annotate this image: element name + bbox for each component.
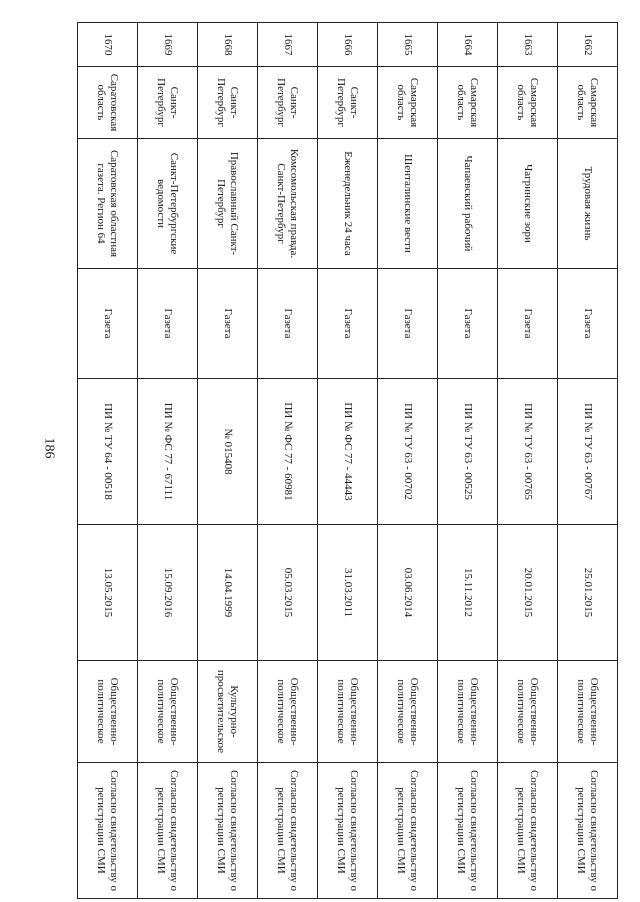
registration-number-cell: ПИ № ТУ 63 - 00525	[438, 379, 498, 525]
distribution-territory-cell: Согласно свидетельству о регистрации СМИ	[318, 763, 378, 899]
registration-number-cell: № 015408	[198, 379, 258, 525]
page-number: 186	[41, 437, 57, 459]
table-row	[438, 23, 498, 899]
media-type-cell: Газета	[198, 269, 258, 379]
table-row	[378, 23, 438, 899]
specialization-cell: Общественно-политическое	[498, 661, 558, 763]
media-type-cell: Газета	[378, 269, 438, 379]
distribution-territory-cell: Согласно свидетельству о регистрации СМИ	[198, 763, 258, 899]
region-cell: Самарская область	[438, 67, 498, 139]
distribution-territory-cell: Согласно свидетельству о регистрации СМИ	[438, 763, 498, 899]
media-type-cell: Газета	[318, 269, 378, 379]
media-name-cell: Шенталинские вести	[378, 139, 438, 269]
media-type-cell: Газета	[78, 269, 138, 379]
registration-date-cell: 20.01.2015	[498, 525, 558, 661]
row-number-cell: 1666	[318, 23, 378, 67]
media-name-cell: Саратовская областная газета. Регион 64	[78, 139, 138, 269]
media-name-cell: Еженедельник 24 часа	[318, 139, 378, 269]
registration-number-cell: ПИ № ФС 77 - 67111	[138, 379, 198, 525]
specialization-cell: Общественно-политическое	[138, 661, 198, 763]
rotated-table-wrapper	[77, 22, 618, 898]
registration-date-cell: 14.04.1999	[198, 525, 258, 661]
table-body	[78, 23, 618, 899]
distribution-territory-cell: Согласно свидетельству о регистрации СМИ	[378, 763, 438, 899]
distribution-territory-cell: Согласно свидетельству о регистрации СМИ	[258, 763, 318, 899]
region-cell: Санкт-Петербург	[258, 67, 318, 139]
specialization-cell: Общественно-политическое	[438, 661, 498, 763]
media-name-cell: Чапаевский рабочий	[438, 139, 498, 269]
specialization-cell: Общественно-политическое	[258, 661, 318, 763]
distribution-territory-cell: Согласно свидетельству о регистрации СМИ	[78, 763, 138, 899]
table-row	[78, 23, 138, 899]
table-row	[258, 23, 318, 899]
registration-number-cell: ПИ № ТУ 63 - 00767	[558, 379, 618, 525]
specialization-cell: Общественно-политическое	[378, 661, 438, 763]
table-row	[498, 23, 558, 899]
media-type-cell: Газета	[258, 269, 318, 379]
row-number-cell: 1668	[198, 23, 258, 67]
media-registry-table	[77, 22, 618, 899]
row-number-cell: 1663	[498, 23, 558, 67]
media-type-cell: Газета	[558, 269, 618, 379]
media-type-cell: Газета	[138, 269, 198, 379]
specialization-cell: Общественно-политическое	[558, 661, 618, 763]
registration-date-cell: 31.03.2011	[318, 525, 378, 661]
region-cell: Самарская область	[498, 67, 558, 139]
media-name-cell: Санкт-Петербургские ведомости	[138, 139, 198, 269]
distribution-territory-cell: Согласно свидетельству о регистрации СМИ	[138, 763, 198, 899]
registration-number-cell: ПИ № ТУ 63 - 00702	[378, 379, 438, 525]
media-name-cell: Чагринские зори	[498, 139, 558, 269]
registration-number-cell: ПИ № ФС 77 - 44443	[318, 379, 378, 525]
media-type-cell: Газета	[498, 269, 558, 379]
registration-date-cell: 25.01.2015	[558, 525, 618, 661]
registration-number-cell: ПИ № ТУ 64 - 00518	[78, 379, 138, 525]
region-cell: Саратовская область	[78, 67, 138, 139]
table-row	[198, 23, 258, 899]
distribution-territory-cell: Согласно свидетельству о регистрации СМИ	[558, 763, 618, 899]
table-row	[138, 23, 198, 899]
registration-date-cell: 03.06.2014	[378, 525, 438, 661]
registration-date-cell: 15.09.2016	[138, 525, 198, 661]
media-type-cell: Газета	[438, 269, 498, 379]
table-row	[318, 23, 378, 899]
region-cell: Самарская область	[558, 67, 618, 139]
row-number-cell: 1662	[558, 23, 618, 67]
region-cell: Санкт-Петербург	[138, 67, 198, 139]
row-number-cell: 1664	[438, 23, 498, 67]
specialization-cell: Культурно-просветительское	[198, 661, 258, 763]
registration-number-cell: ПИ № ТУ 63 - 00765	[498, 379, 558, 525]
region-cell: Санкт-Петербург	[198, 67, 258, 139]
specialization-cell: Общественно-политическое	[78, 661, 138, 763]
region-cell: Самарская область	[378, 67, 438, 139]
specialization-cell: Общественно-политическое	[318, 661, 378, 763]
distribution-territory-cell: Согласно свидетельству о регистрации СМИ	[498, 763, 558, 899]
row-number-cell: 1665	[378, 23, 438, 67]
media-name-cell: Трудовая жизнь	[558, 139, 618, 269]
registration-number-cell: ПИ № ФС 77 - 60981	[258, 379, 318, 525]
row-number-cell: 1667	[258, 23, 318, 67]
registration-date-cell: 05.03.2015	[258, 525, 318, 661]
region-cell: Санкт-Петербург	[318, 67, 378, 139]
media-name-cell: Православный Санкт-Петербург	[198, 139, 258, 269]
registration-date-cell: 13.05.2015	[78, 525, 138, 661]
row-number-cell: 1669	[138, 23, 198, 67]
registration-date-cell: 15.11.2012	[438, 525, 498, 661]
table-row	[558, 23, 618, 899]
row-number-cell: 1670	[78, 23, 138, 67]
media-name-cell: Комсомольская правда. Санкт-Петербург	[258, 139, 318, 269]
